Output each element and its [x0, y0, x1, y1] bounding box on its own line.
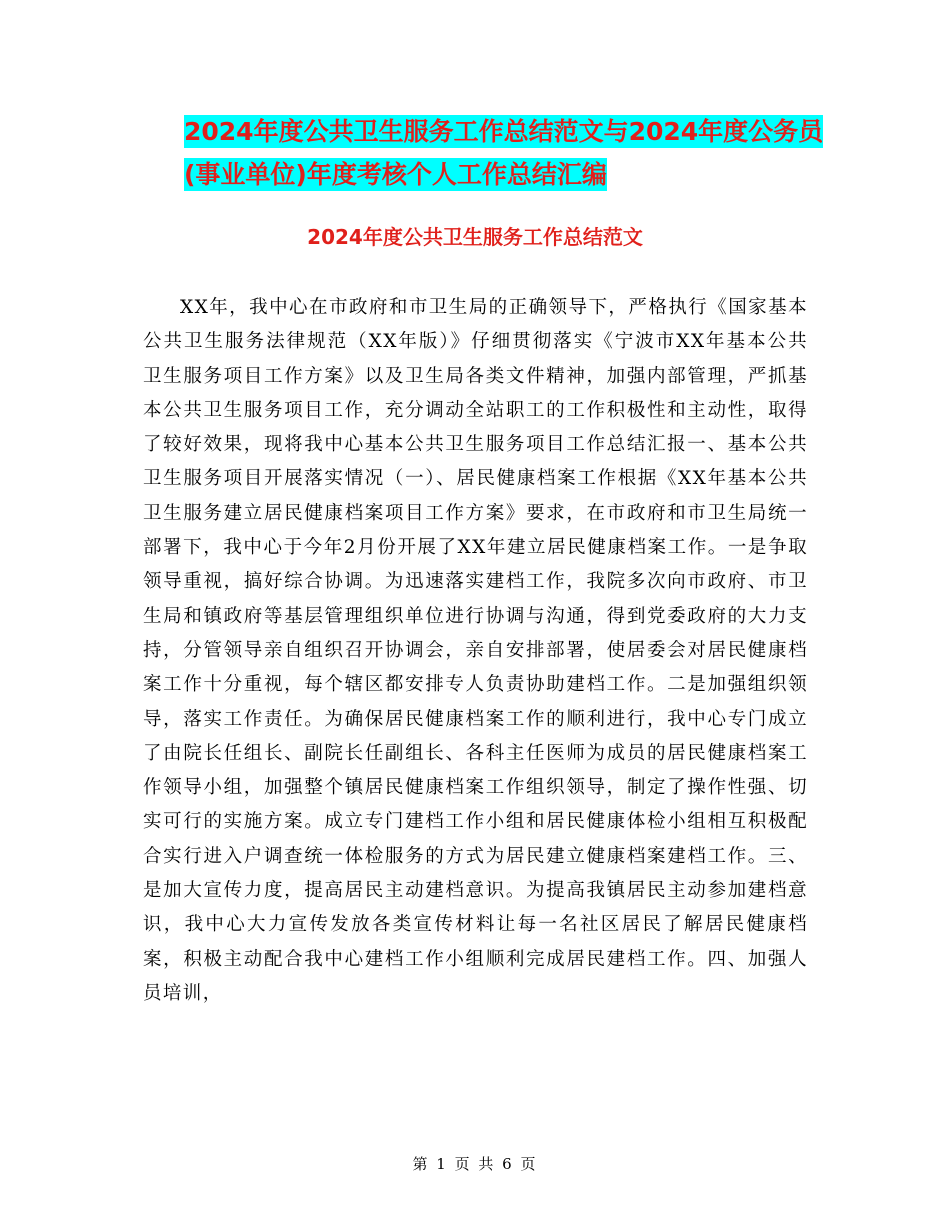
- section-title: 2024年度公共卫生服务工作总结范文: [307, 225, 643, 249]
- page-number-footer: 第 1 页 共 6 页: [412, 1155, 538, 1173]
- main-title-highlight: 2024年度公共卫生服务工作总结范文与2024年度公务员(事业单位)年度考核个人工作总结汇编: [184, 117, 824, 189]
- document-main-title: [184, 110, 824, 196]
- body-paragraph: XX年，我中心在市政府和市卫生局的正确领导下，严格执行《国家基本公共卫生服务法律规范（XX年版）》仔细贯彻落实《宁波市XX年基本公共卫生服务项目工作方案》以及卫生局各类文件精神，加强内部管理，严抓基本公共卫生服务项目工作，充分调动全站职工的工作积极性和主动性，取得了较好效果，现将我中心基本公共卫生服务项目工作总结汇报一、基本公共卫生服务项目开展落实情况（一）、居民健康档案工作根据《XX年基本公共卫生服务建立居民健康档案项目工作方案》要求，在市政府和市卫生局统一部署下，我中心于今年2月份开展了XX年建立居民健康档案工作。一是争取领导重视，搞好综合协调。为迅速落实建档工作，我院多次向市政府、市卫生局和镇政府等基层管理组织单位进行协调与沟通，得到党委政府的大力支持，分管领导亲自组织召开协调会，亲自安排部署，使居委会对居民健康档案工作十分重视，每个辖区都安排专人负责协助建档工作。二是加强组织领导，落实工作责任。为确保居民健康档案工作的顺利进行，我中心专门成立了由院长任组长、副院长任副组长、各科主任医师为成员的居民健康档案工作领导小组，加强整个镇居民健康档案工作组织领导，制定了操作性强、切实可行的实施方案。成立专门建档工作小组和居民健康体检小组相互积极配合实行进入户调查统一体检服务的方式为居民建立健康档案建档工作。三、是加大宣传力度，提高居民主动建档意识。为提高我镇居民主动参加建档意识，我中心大力宣传发放各类宣传材料让每一名社区居民了解居民健康档案，积极主动配合我中心建档工作小组顺利完成居民建档工作。四、加强人员培训，: [143, 297, 808, 1004]
